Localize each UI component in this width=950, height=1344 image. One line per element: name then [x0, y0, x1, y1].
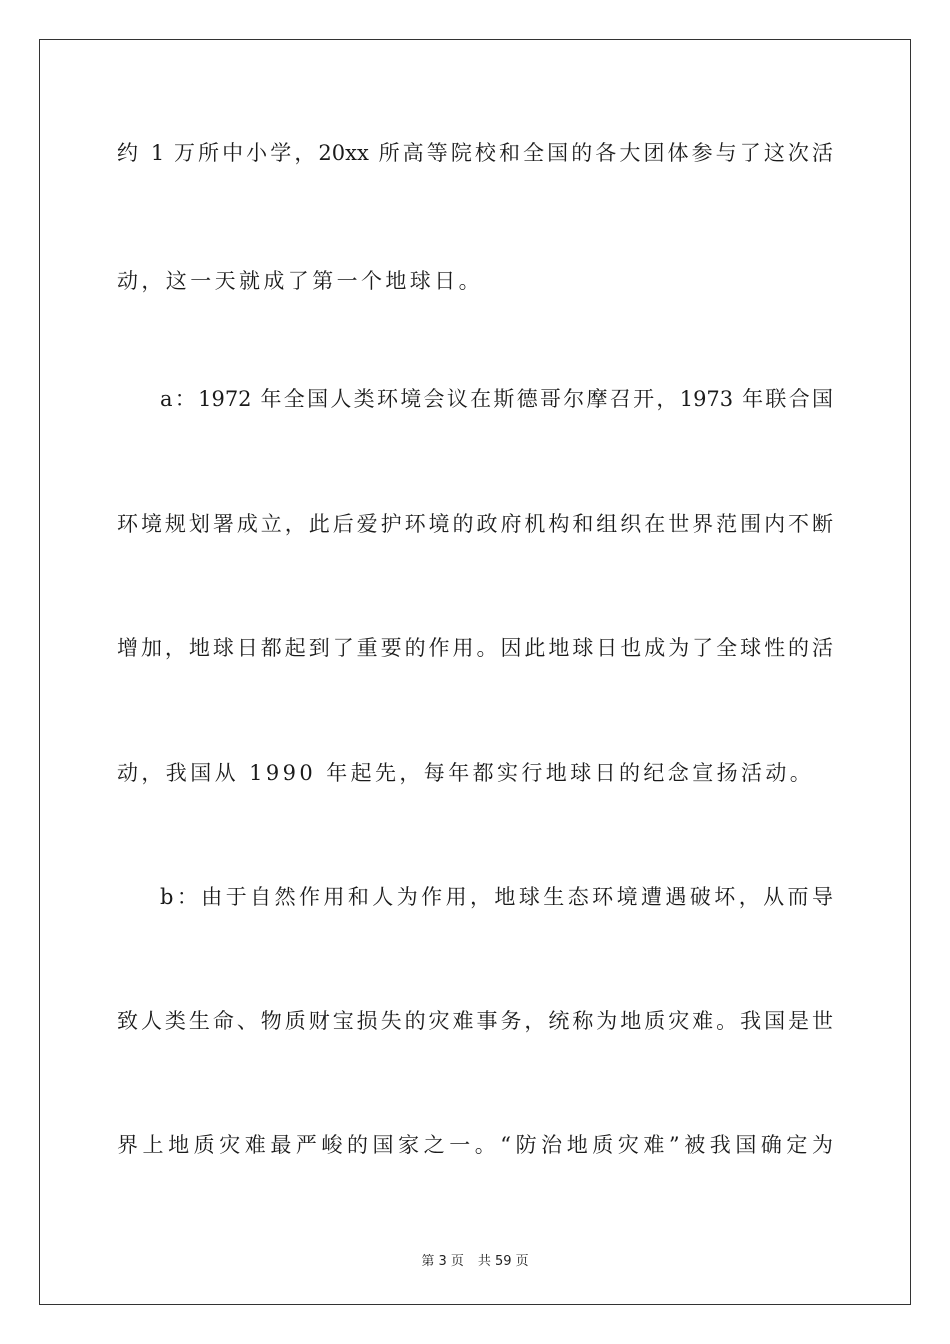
text-line-2: 动，这一天就成了第一个地球日。: [117, 269, 483, 293]
text-line-3: a：1972 年全国人类环境会议在斯德哥尔摩召开，1973 年联合国: [160, 387, 833, 411]
text-line-5: 增加，地球日都起到了重要的作用。因此地球日也成为了全球性的活: [117, 636, 833, 660]
page-total: 共 59 页: [477, 1254, 529, 1269]
text-line-1: 约 1 万所中小学，20xx 所高等院校和全国的各大团体参与了这次活: [117, 141, 833, 165]
text-line-8: 致人类生命、物质财宝损失的灾难事务，统称为地质灾难。我国是世: [117, 1009, 833, 1033]
page-footer: [0, 1250, 950, 1269]
text-line-9: 界上地质灾难最严峻的国家之一。“防治地质灾难”被我国确定为: [117, 1133, 833, 1157]
text-line-4: 环境规划署成立，此后爱护环境的政府机构和组织在世界范围内不断: [117, 512, 833, 536]
text-line-7: b：由于自然作用和人为作用，地球生态环境遭遇破坏，从而导: [160, 885, 833, 909]
text-line-6: 动，我国从 1990 年起先，每年都实行地球日的纪念宣扬活动。: [117, 761, 815, 785]
page-border: [39, 39, 911, 1305]
page-number: 第 3 页: [421, 1254, 464, 1269]
